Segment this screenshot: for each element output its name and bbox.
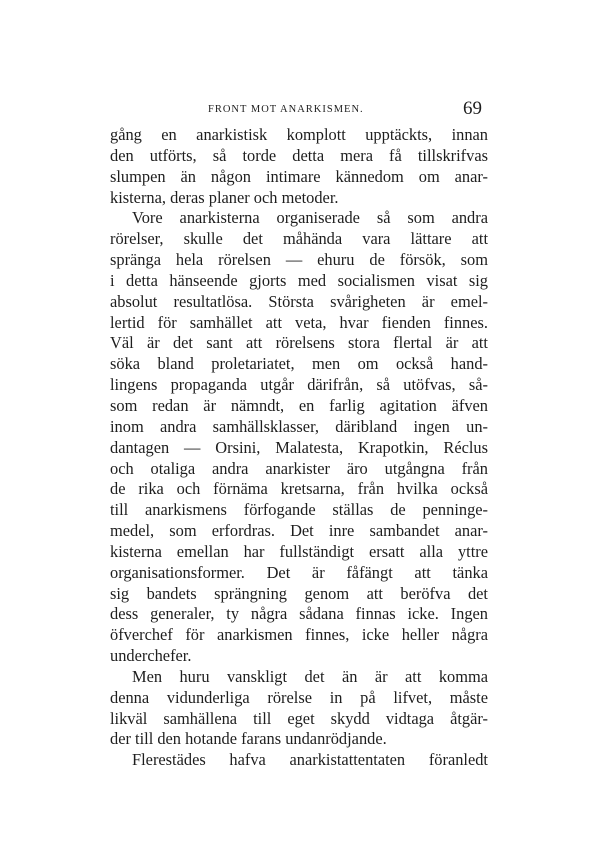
text-line: den utförts, så torde detta mera få tillskrifvas	[110, 145, 488, 165]
text-line: likväl samhällena till eget skydd vidtaga åtgär-	[110, 708, 488, 728]
text-line: rörelser, skulle det måhända vara lättare att	[110, 229, 488, 249]
text-line: slumpen än någon intimare kännedom om anar-	[110, 166, 488, 186]
text-line: Väl är det sant att rörelsens stora flertal är att	[110, 333, 488, 353]
text-line: som redan är nämndt, en farlig agitation äfven	[110, 395, 488, 415]
running-title: FRONT MOT ANARKISMEN.	[208, 104, 364, 115]
text-line: till anarkismens förfogande ställas de penninge-	[110, 500, 488, 520]
body-text	[110, 125, 488, 771]
text-line: organisationsformer. Det är fåfängt att tänka	[110, 562, 488, 582]
text-line: söka bland proletariatet, men om också hand-	[110, 354, 488, 374]
text-line: lertid för samhället att veta, hvar fienden finnes.	[110, 312, 488, 332]
text-line: öfverchef för anarkismen finnes, icke heller några	[110, 625, 488, 645]
text-line: dess generaler, ty några sådana finnas icke. Ingen	[110, 604, 488, 624]
text-line: de rika och förnäma kretsarna, från hvilka också	[110, 479, 488, 499]
text-line: der till den hotande farans undanrödjande.	[110, 729, 387, 749]
text-line: kisterna, deras planer och metoder.	[110, 187, 339, 207]
text-line: lingens propaganda utgår därifrån, så utöfvas, så-	[110, 375, 488, 395]
text-line: denna vidunderliga rörelse in på lifvet, måste	[110, 687, 488, 707]
text-line: underchefer.	[110, 646, 192, 666]
text-line: kisterna emellan har fullständigt ersatt alla yttre	[110, 541, 488, 561]
text-line: inom andra samhällsklasser, däribland ingen un-	[110, 416, 488, 436]
text-line: absolut resultatlösa. Största svårigheten är emel-	[110, 291, 488, 311]
text-line: Men huru vanskligt det än är att komma	[132, 666, 488, 686]
text-line: sig bandets sprängning genom att beröfva det	[110, 583, 488, 603]
text-line: gång en anarkistisk komplott upptäckts, innan	[110, 125, 488, 144]
text-line: spränga hela rörelsen — ehuru de försök, som	[110, 250, 488, 270]
text-line: i detta hänseende gjorts med socialismen visat sig	[110, 270, 488, 290]
text-line: Flerestädes hafva anarkistattentaten föranledt	[132, 750, 488, 770]
text-line: och otaliga andra anarkister äro utgångna från	[110, 458, 488, 478]
text-line: Vore anarkisterna organiserade så som andra	[132, 208, 488, 228]
text-line: medel, som erfordras. Det inre sambandet anar-	[110, 521, 488, 541]
text-line: dantagen — Orsini, Malatesta, Krapotkin, Réclus	[110, 437, 488, 457]
page-number: 69	[463, 98, 482, 119]
page-header	[110, 98, 488, 120]
